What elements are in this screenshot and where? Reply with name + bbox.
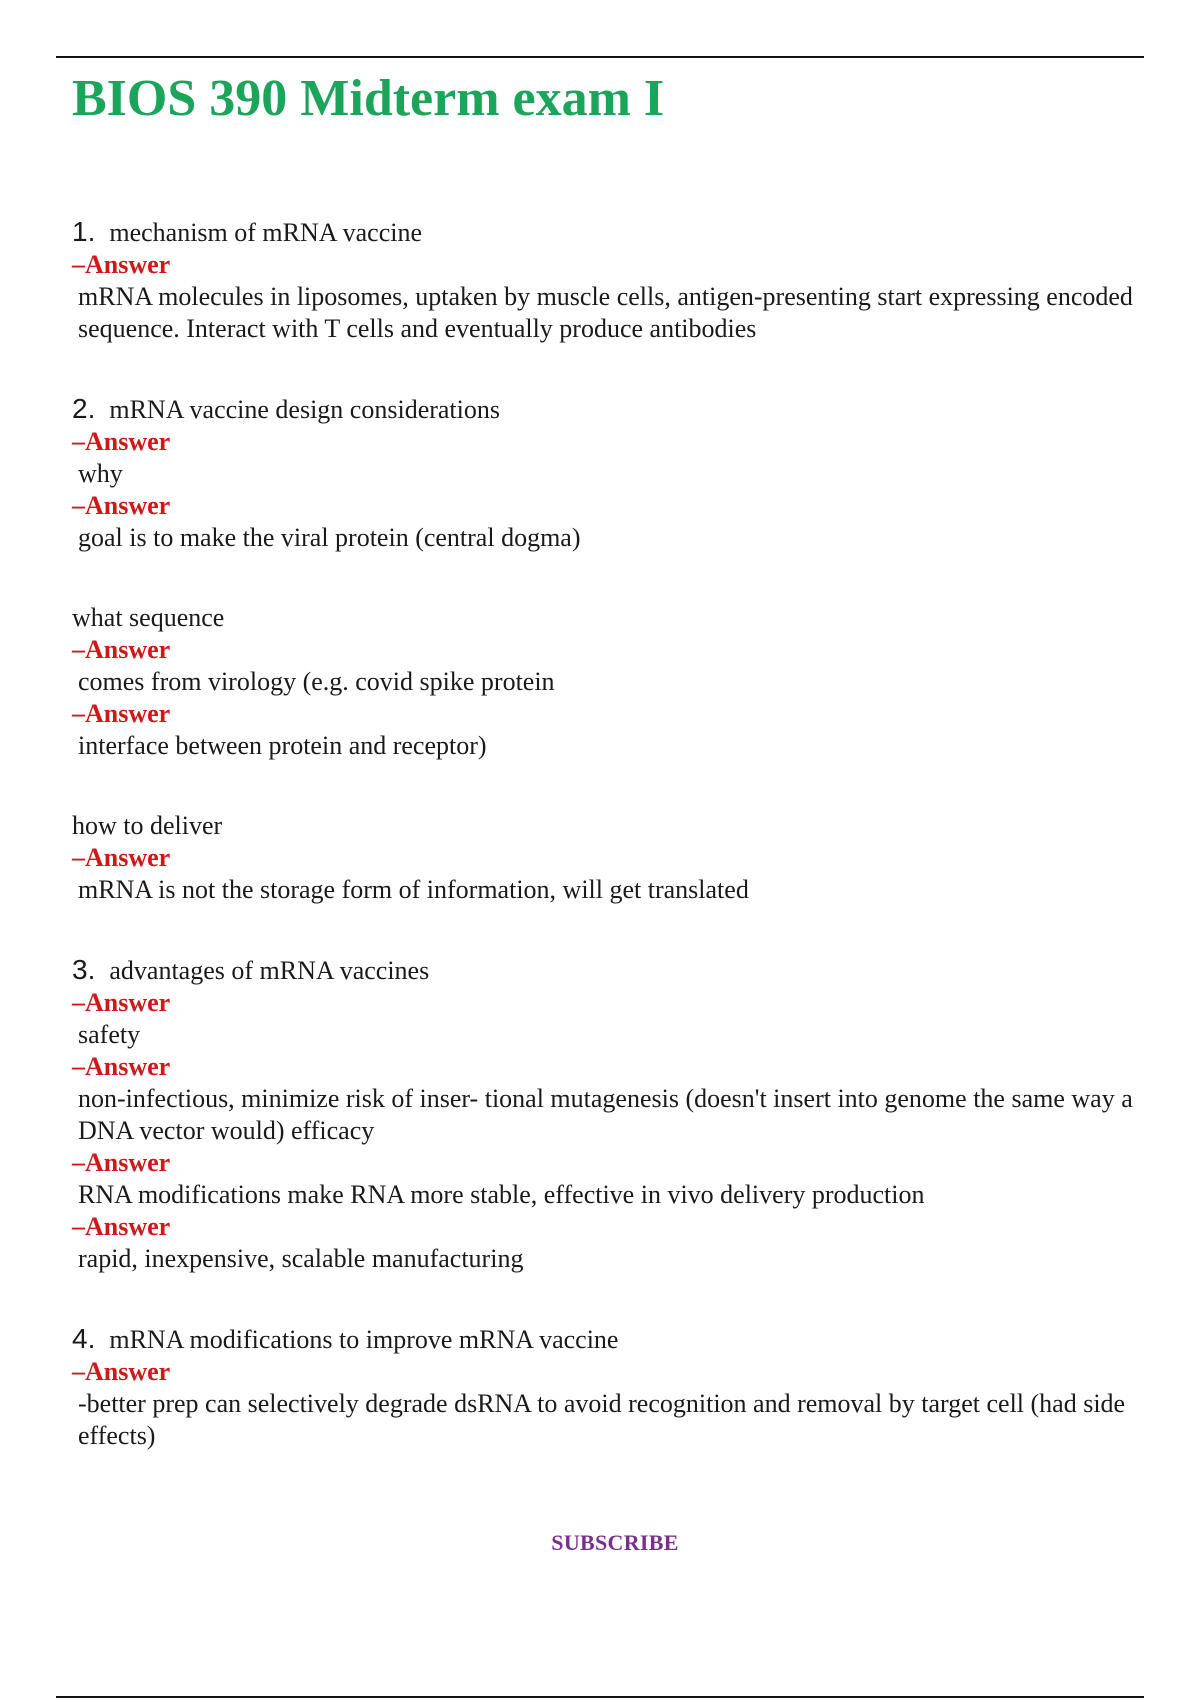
question-prompt: 2. mRNA vaccine design considerations xyxy=(72,393,500,425)
answer-label: –Answer xyxy=(72,1052,171,1082)
answer-text: non-infectious, minimize risk of inser- tional mutagenesis (doesn't insert into genome the same way a DNA vector would) efficacy xyxy=(78,1084,1133,1146)
answer-text: why xyxy=(78,459,123,489)
page-title: BIOS 390 Midterm exam I xyxy=(72,70,665,127)
answer-text: safety xyxy=(78,1020,141,1050)
answer-label: –Answer xyxy=(72,988,171,1018)
answer-label: –Answer xyxy=(72,699,171,729)
answer-label: –Answer xyxy=(72,250,171,280)
question-prompt: 1. mechanism of mRNA vaccine xyxy=(72,216,422,248)
question-prompt: 4. mRNA modifications to improve mRNA vaccine xyxy=(72,1323,619,1355)
answer-text: mRNA molecules in liposomes, uptaken by muscle cells, antigen-presenting start expressing encoded sequence. Interact with T cells and eventually produce antibodies xyxy=(78,282,1133,344)
sub-question: how to deliver xyxy=(72,811,223,841)
question-prompt: 3. advantages of mRNA vaccines xyxy=(72,954,430,986)
question-number: 3. xyxy=(72,954,96,986)
top-rule xyxy=(56,56,1144,58)
question-number: 4. xyxy=(72,1323,96,1355)
answer-text: -better prep can selectively degrade dsRNA to avoid recognition and removal by target cell (had side effects) xyxy=(78,1389,1126,1451)
answer-label: –Answer xyxy=(72,1212,171,1242)
answer-label: –Answer xyxy=(72,491,171,521)
answer-text: rapid, inexpensive, scalable manufacturing xyxy=(78,1244,524,1274)
answer-text: goal is to make the viral protein (central dogma) xyxy=(78,523,581,553)
answer-label: –Answer xyxy=(72,427,171,457)
question-3 xyxy=(72,954,1152,1275)
answer-label: –Answer xyxy=(72,635,171,665)
sub-question: what sequence xyxy=(72,603,225,633)
question-number: 1. xyxy=(72,216,96,248)
question-4 xyxy=(72,1323,1152,1452)
question-2 xyxy=(72,393,1152,906)
question-1 xyxy=(72,216,1152,345)
subscribe-link[interactable]: SUBSCRIBE xyxy=(551,1530,679,1555)
answer-text: RNA modifications make RNA more stable, effective in vivo delivery production xyxy=(78,1180,925,1210)
answer-text: mRNA is not the storage form of information, will get translated xyxy=(78,875,749,905)
answer-label: –Answer xyxy=(72,843,171,873)
bottom-rule xyxy=(56,1696,1144,1698)
answer-text: interface between protein and receptor) xyxy=(78,731,487,761)
answer-text: comes from virology (e.g. covid spike protein xyxy=(78,667,555,697)
question-number: 2. xyxy=(72,393,96,425)
answer-label: –Answer xyxy=(72,1357,171,1387)
answer-label: –Answer xyxy=(72,1148,171,1178)
document-body xyxy=(72,68,1152,1500)
